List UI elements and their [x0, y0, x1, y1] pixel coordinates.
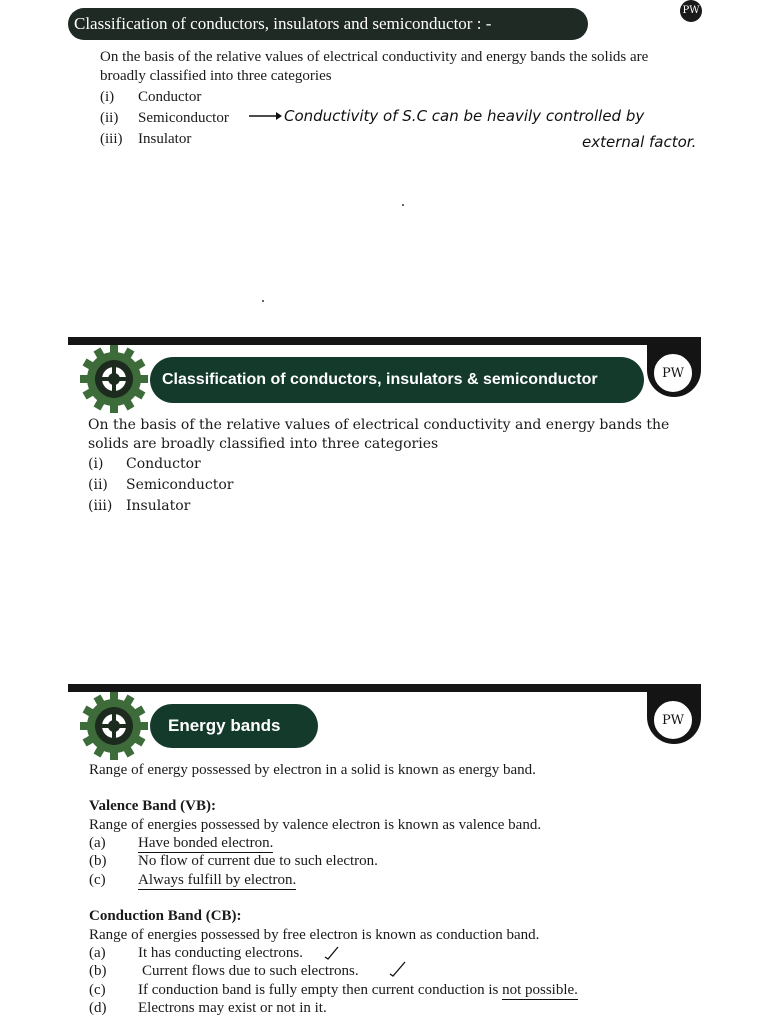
item-label: Always fulfill by electron. [138, 872, 297, 888]
energy-band-definition: Range of energy possessed by electron in a solid is known as energy band. [89, 762, 536, 778]
section2-list-item [88, 454, 201, 475]
scan-speck [402, 204, 404, 206]
item-number: (i) [100, 89, 115, 105]
valence-list-item [89, 871, 296, 889]
section1-list-item [100, 87, 201, 108]
section1-title: Classification of conductors, insulators and semiconductor : - [74, 14, 492, 33]
item-number: (ii) [88, 477, 108, 493]
item-label: Semiconductor [126, 477, 234, 493]
conduction-list-item [89, 944, 303, 962]
item-number: (iii) [88, 498, 113, 514]
pw-logo [647, 690, 701, 744]
conduction-band-heading: Conduction Band (CB): [89, 908, 242, 924]
item-label: Electrons may exist or not in it. [138, 1000, 327, 1016]
handwritten-note-continued: external factor. [582, 133, 697, 151]
scan-speck [262, 300, 264, 302]
item-label: Semiconductor [138, 110, 229, 126]
section3-title: Energy bands [168, 716, 281, 735]
valence-band-heading: Valence Band (VB): [89, 798, 216, 814]
item-label: Current flows due to such electrons. [142, 963, 359, 979]
item-number: (a) [89, 835, 106, 851]
section2-list-item [88, 496, 190, 517]
item-number: (b) [89, 963, 107, 979]
item-label: Have bonded electron. [138, 835, 274, 851]
pw-logo-text: PW [682, 5, 700, 16]
section3-title-banner [150, 704, 318, 748]
item-label: If conduction band is fully empty then current conduction is [138, 982, 503, 998]
item-number: (c) [89, 982, 106, 998]
section2-intro: On the basis of the relative values of electrical conductivity and energy bands the solids are broadly classified into three categories [88, 417, 670, 452]
item-label: Conductor [138, 89, 202, 105]
handwritten-note: Conductivity of S.C can be heavily controlled by [284, 107, 645, 125]
section1-list-item [100, 108, 229, 129]
item-number: (a) [89, 945, 106, 961]
item-number: (b) [89, 853, 107, 869]
item-label: Conductor [126, 456, 201, 472]
section3-rule [68, 684, 701, 692]
item-label: No flow of current due to such electron. [138, 853, 378, 869]
section2-rule [68, 337, 701, 345]
pw-logo [647, 343, 701, 397]
gear-icon [78, 690, 150, 762]
check-mark-icon [388, 960, 406, 978]
item-number: (c) [89, 872, 106, 888]
check-mark-icon [323, 945, 339, 961]
pw-logo-text: PW [653, 353, 693, 393]
item-label: Insulator [126, 498, 191, 514]
pw-logo-small [680, 0, 702, 22]
section2-list-item [88, 475, 233, 496]
item-label: It has conducting electrons. [138, 945, 303, 961]
pw-logo-text: PW [653, 700, 693, 740]
gear-icon [78, 343, 150, 415]
conduction-list-item [89, 981, 578, 999]
conduction-list-item [89, 962, 359, 980]
item-label-emphasis: not possible. [502, 982, 578, 998]
valence-list-item [89, 852, 378, 870]
item-number: (d) [89, 1000, 107, 1016]
item-number: (iii) [100, 131, 123, 147]
valence-list-item [89, 834, 273, 852]
section1-intro: On the basis of the relative values of electrical conductivity and energy bands the solids are broadly classified into three categories [100, 49, 649, 84]
conduction-band-definition: Range of energies possessed by free electron is known as conduction band. [89, 927, 540, 943]
section2-title-banner [150, 357, 644, 403]
arrow-icon [248, 110, 282, 122]
conduction-list-item [89, 999, 327, 1017]
section1-title-banner [68, 8, 588, 40]
section2-title: Classification of conductors, insulators & semiconductor [162, 371, 598, 388]
item-label: Insulator [138, 131, 192, 147]
item-number: (ii) [100, 110, 119, 126]
valence-band-definition: Range of energies possessed by valence electron is known as valence band. [89, 817, 542, 833]
section1-list-item [100, 129, 191, 150]
item-number: (i) [88, 456, 104, 472]
